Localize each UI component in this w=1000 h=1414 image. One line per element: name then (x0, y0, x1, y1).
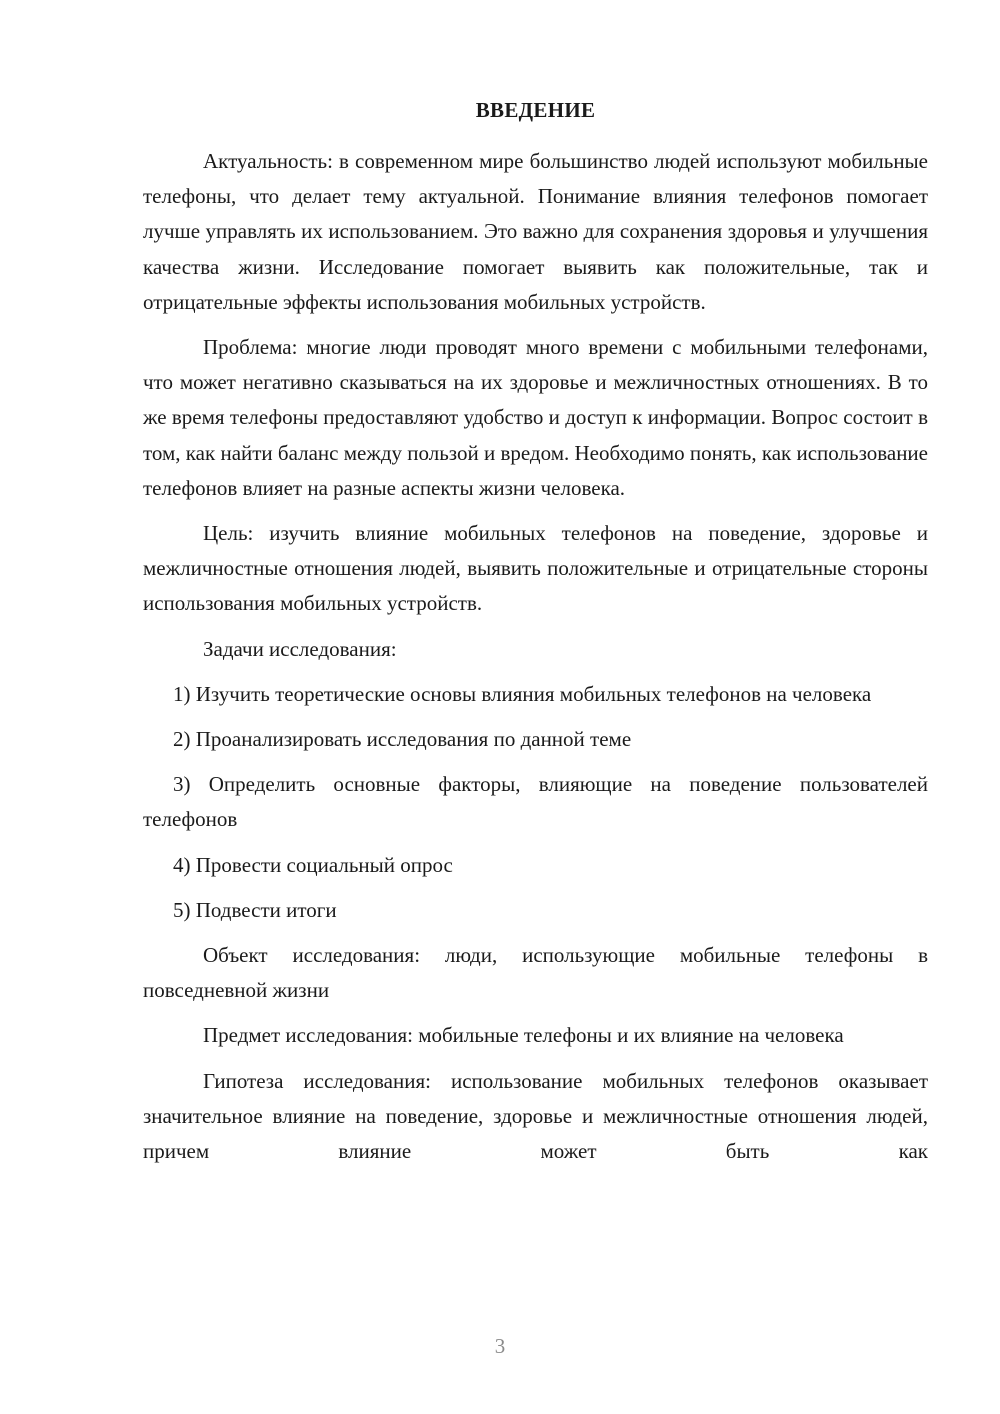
paragraph-goal: Цель: изучить влияние мобильных телефонов на поведение, здоровье и межличностные отношения людей, выявить положительные и отрицательные стороны использования мобильных устройств. (143, 521, 928, 616)
task-item-5: 5) Подвести итоги (173, 897, 337, 922)
tasks-heading: Задачи исследования: (203, 636, 397, 661)
paragraph-hypothesis: Гипотеза исследования: использование мобильных телефонов оказывает значительное влияние на поведение, здоровье и межличностные отношения людей, причем влияние может быть как (143, 1068, 928, 1164)
paragraph-object: Объект исследования: люди, использующие мобильные телефоны в повседневной жизни (143, 943, 928, 1003)
page-number: 3 (494, 1334, 506, 1358)
paragraph-subject: Предмет исследования: мобильные телефоны и их влияние на человека (203, 1023, 844, 1048)
paragraph-problem: Проблема: многие люди проводят много времени с мобильными телефонами, что может негативно сказываться на их здоровье и межличностных отношениях. В то же время телефоны предоставляют удобство и доступ к информации. Вопрос состоит в том, как найти баланс между пользой и вредом. Необходимо понять, как использование телефонов влияет на разные аспекты жизни человека. (143, 335, 928, 500)
task-item-1: 1) Изучить теоретические основы влияния мобильных телефонов на человека (173, 681, 872, 706)
document-page (143, 96, 928, 1169)
section-title: ВВЕДЕНИЕ (475, 98, 596, 122)
paragraph-relevance: Актуальность: в современном мире большинство людей используют мобильные телефоны, что делает тему актуальной. Понимание влияния телефонов помогает лучше управлять их использованием. Это важно для сохранения здоровья и улучшения качества жизни. Исследование помогает выявить как положительные, так и отрицательные эффекты использования мобильных устройств. (143, 149, 928, 314)
task-item-3: 3) Определить основные факторы, влияющие на поведение пользователей телефонов (143, 772, 928, 832)
task-item-4: 4) Провести социальный опрос (173, 852, 453, 877)
task-item-2: 2) Проанализировать исследования по данной теме (173, 727, 632, 752)
